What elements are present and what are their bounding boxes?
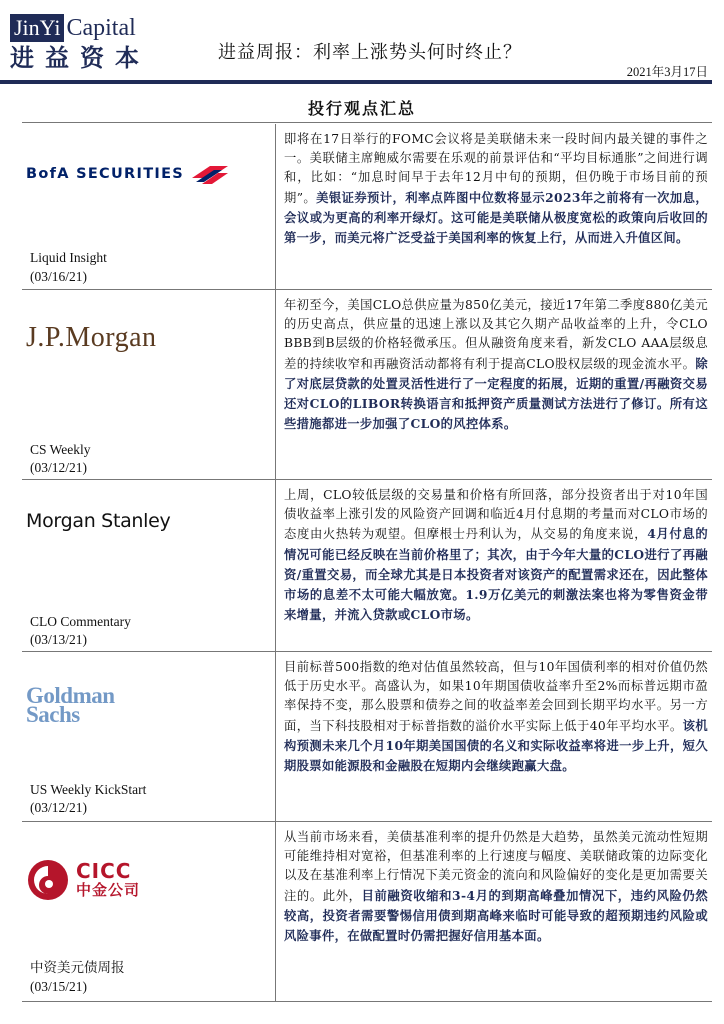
report-header	[0, 0, 724, 88]
bofa-flag-icon	[188, 162, 232, 186]
table-row	[22, 290, 712, 480]
cicc-wordmark-en: CICC	[76, 859, 132, 883]
commentary-cell	[284, 130, 708, 248]
commentary-text: 从当前市场来看，美债基准利率的提升仍然是大趋势，虽然美元流动性短期可能维持相对宽裕，但基准利率的上行速度与幅度、美联储政策的边际变化以及在基准利率上行情况下美元资金的流向和风险偏好的变化是更加需要关注的。此外，	[284, 830, 708, 903]
logo-chinese-name: 进益资本	[10, 43, 150, 72]
morgan-stanley-logo: Morgan Stanley	[26, 510, 171, 532]
commentary-highlight: 该机构预测未来几个月10年期美国国债的名义和实际收益率将进一步上升，短久期股票如能源股和金融股在短期内会继续跑赢大盘。	[284, 717, 708, 774]
commentary-highlight: 美银证券预计，利率点阵图中位数将显示2023年之前将有一次加息，会议或为更高的利率开绿灯。这可能是美联储从极度宽松的政策向后收回的第一步，而美元将广泛受益于美国利率的恢复上行，从而进入升值区间。	[284, 189, 708, 246]
source-cell	[22, 822, 276, 1001]
commentary-text: 目前标普500指数的绝对估值虽然较高，但与10年国债利率的相对价值仍然低于历史水平。高盛认为，如果10年期国债收益率升至2%而标普远期市盈率保持不变，那么股票和债券之间的收益率差会回到长期平均水平。另一方面，当下科技股相对于标普指数的溢价水平实际上低于40年平均水平。	[284, 660, 708, 733]
source-cell	[22, 652, 276, 821]
cicc-emblem-icon	[26, 858, 70, 902]
source-cell	[22, 290, 276, 479]
source-cell	[22, 124, 276, 289]
bofa-securities-logo	[26, 162, 232, 186]
report-title: 进益周报：利率上涨势头何时终止？	[218, 42, 522, 63]
source-name: US Weekly KickStart	[30, 782, 147, 797]
cicc-logo	[26, 858, 140, 902]
commentary-text: 上周，CLO较低层级的交易量和价格有所回落，部分投资者出于对10年国债收益率上涨引发的风险资产回调和临近4月付息期的考量而对CLO市场的态度由火热转为观望。但摩根士丹利认为，从交易的角度来说，	[284, 488, 708, 542]
source-date: (03/12/21)	[30, 800, 87, 815]
table-row	[22, 480, 712, 652]
goldman-sachs-logo-line2: Sachs	[26, 702, 80, 727]
section-divider	[22, 122, 712, 123]
source-name: CLO Commentary	[30, 614, 131, 629]
source-cell	[22, 480, 276, 651]
commentary-cell	[284, 828, 708, 946]
source-date: (03/15/21)	[30, 979, 87, 994]
table-row	[22, 822, 712, 1002]
commentary-highlight: 除了对底层贷款的处置灵活性进行了一定程度的拓展，近期的重置/再融资交易还对CLO的LIBOR转换语言和抵押资产质量测试方法进行了修订。所有这些措施都进一步加强了CLO的风控体系。	[284, 355, 708, 432]
source-name: CS Weekly	[30, 442, 91, 457]
commentary-cell	[284, 658, 708, 776]
goldman-sachs-logo	[26, 683, 115, 727]
source-date: (03/12/21)	[30, 460, 87, 475]
goldman-sachs-logo-line1: Goldman	[26, 683, 115, 708]
source-name: 中资美元债周报	[30, 960, 125, 975]
header-divider	[0, 80, 712, 84]
commentary-cell	[284, 296, 708, 434]
commentary-cell	[284, 486, 708, 625]
commentary-highlight: 4月付息的情况可能已经反映在当前价格里了；其次，由于今年大量的CLO进行了再融资/重置交易，而全球尤其是日本投资者对该资产的配置需求还在，因此整体市场的息差不太可能大幅放宽。1.9万亿美元的刺激法案也将为零售资金带来增量，并流入贷款或CLO市场。	[284, 526, 708, 623]
logo-jinyi: JinYi	[10, 14, 64, 42]
table-row	[22, 124, 712, 290]
source-date: (03/13/21)	[30, 632, 87, 647]
source-date: (03/16/21)	[30, 269, 87, 284]
bofa-wordmark: BofA SECURITIES	[26, 166, 185, 182]
commentary-text: 年初至今，美国CLO总供应量为850亿美元，接近17年第二季度880亿美元的历史高点，供应量的迅速上涨以及其它久期产品收益率的上升，令CLO BBB到B层级的价格轻微承压。但从融资角度来看，新发CLO AAA层级息差的持续收窄和再融资活动都将有利于提高CLO股权层级的现金流水平。	[284, 298, 708, 371]
commentary-highlight: 目前融资收缩和3-4月的到期高峰叠加情况下，违约风险仍然较高，投资者需要警惕信用债到期高峰来临时可能导致的超预期违约风险或风险事件，在做配置时仍需把握好信用基本面。	[284, 887, 708, 944]
cicc-wordmark-cn: 中金公司	[76, 881, 141, 899]
bank-views-table	[22, 124, 712, 1002]
source-name: Liquid Insight	[30, 250, 107, 265]
table-row	[22, 652, 712, 822]
commentary-text: 即将在17日举行的FOMC会议将是美联储未来一段时间内最关键的事件之一。美联储主席鲍威尔需要在乐观的前景评估和“平均目标通胀”之间进行调和，比如：“加息时间早于去年12月中旬的预期，但仍晚于市场目前的预期”。	[284, 132, 708, 205]
section-title: 投行观点汇总	[307, 99, 416, 118]
jp-morgan-logo: J.P.Morgan	[26, 322, 157, 353]
report-date: 2021年3月17日	[626, 65, 708, 79]
logo-capital: Capital	[66, 15, 136, 41]
jinyi-capital-logo	[10, 14, 152, 72]
